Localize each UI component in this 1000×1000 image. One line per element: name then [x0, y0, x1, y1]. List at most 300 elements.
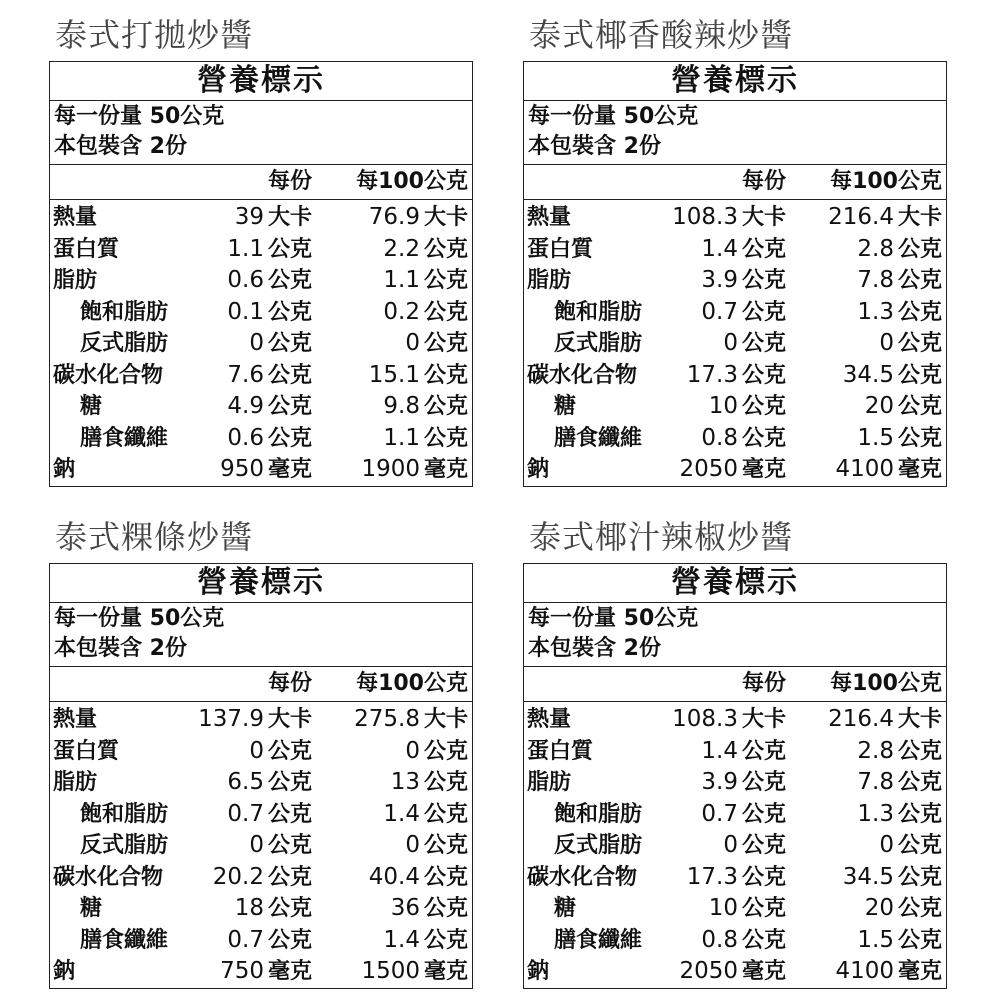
per-serving-amount: 0	[723, 832, 738, 858]
nutrient-name: 脂肪	[53, 268, 98, 293]
nutrient-row	[50, 391, 472, 423]
per-100g-amount: 2.8	[857, 737, 894, 764]
nutrient-row	[524, 862, 946, 894]
per-serving-unit: 毫克	[267, 959, 312, 984]
nutrient-name: 膳食纖維	[80, 927, 169, 953]
per-serving-amount: 4.9	[227, 393, 264, 419]
per-100g-amount: 40.4	[368, 863, 420, 890]
per-serving-value	[672, 704, 786, 736]
per-100g-value	[865, 893, 942, 925]
per-serving-unit: 公克	[741, 268, 786, 293]
nutrient-row	[50, 297, 472, 329]
per-100g-unit: 公克	[897, 236, 942, 262]
per-100g-value	[361, 454, 468, 486]
per-100g-amount: 4100	[835, 958, 894, 984]
nutrient-row	[524, 234, 946, 266]
per-serving-amount: 2050	[679, 456, 738, 482]
column-header-row	[524, 164, 946, 200]
per-100g-value	[843, 862, 942, 894]
per-serving-amount: 2050	[679, 958, 738, 984]
per-serving-value	[249, 830, 312, 862]
per-serving-amount: 0.1	[227, 298, 264, 325]
per-serving-unit: 大卡	[741, 205, 786, 230]
per-serving-amount: 20.2	[212, 863, 264, 890]
per-serving-value	[701, 297, 786, 329]
per-serving-value	[701, 736, 786, 768]
per-100g-unit: 大卡	[897, 205, 942, 230]
per-100g-value	[857, 925, 942, 957]
nutrient-name: 鈉	[527, 457, 550, 482]
nutrient-name: 脂肪	[53, 770, 98, 795]
per-serving-value	[701, 925, 786, 957]
nutrient-rows	[524, 202, 946, 486]
nutrient-name: 膳食纖維	[80, 425, 169, 451]
per-100g-amount: 7.8	[857, 769, 894, 795]
per-100g-value	[369, 862, 468, 894]
per-serving-amount: 108.3	[672, 706, 738, 732]
servings-per-pack: 本包裝含 2份	[528, 134, 661, 159]
per-100g-unit: 毫克	[423, 959, 468, 984]
per-serving-value	[709, 391, 786, 423]
per-100g-value	[857, 423, 942, 455]
per-serving-value	[198, 704, 312, 736]
per-100g-amount: 0	[405, 737, 420, 764]
nutrient-name: 蛋白質	[53, 738, 120, 764]
per-serving-unit: 毫克	[741, 959, 786, 984]
per-serving-unit: 公克	[741, 331, 786, 356]
per-100g-unit: 公克	[423, 268, 468, 293]
nutrient-name: 蛋白質	[53, 236, 120, 262]
per-serving-amount: 137.9	[198, 706, 264, 732]
per-serving-amount: 0.8	[701, 926, 738, 953]
per-100g-unit: 毫克	[423, 457, 468, 482]
per-serving-unit: 公克	[741, 801, 786, 827]
per-serving-unit: 公克	[267, 394, 312, 419]
nutrient-row	[50, 799, 472, 831]
per-serving-unit: 公克	[741, 833, 786, 858]
per-100g-amount: 1.3	[857, 298, 894, 325]
nutrient-row	[524, 956, 946, 988]
column-per-100g: 每100公克	[830, 169, 942, 194]
per-100g-unit: 公克	[897, 833, 942, 858]
nutrient-row	[50, 328, 472, 360]
per-serving-amount: 17.3	[686, 361, 738, 388]
per-100g-amount: 20	[864, 393, 894, 419]
nutrient-row	[50, 925, 472, 957]
nutrient-name: 鈉	[53, 959, 76, 984]
nutrient-name: 碳水化合物	[527, 362, 638, 388]
nutrient-row	[524, 202, 946, 234]
per-100g-value	[405, 328, 468, 360]
per-100g-value	[354, 704, 468, 736]
per-100g-value	[857, 297, 942, 329]
per-serving-value	[701, 265, 786, 297]
per-100g-unit: 公克	[423, 331, 468, 356]
nutrient-name: 脂肪	[527, 770, 572, 795]
per-serving-value	[679, 956, 786, 988]
per-serving-amount: 10	[708, 393, 738, 419]
per-serving-amount: 0.7	[701, 298, 738, 325]
per-100g-amount: 1500	[361, 958, 420, 984]
per-100g-unit: 大卡	[423, 205, 468, 230]
per-serving-amount: 0	[723, 330, 738, 356]
servings-per-pack: 本包裝含 2份	[54, 636, 187, 661]
per-serving-unit: 公克	[267, 833, 312, 858]
nutrient-row	[50, 767, 472, 799]
nutrient-name: 碳水化合物	[53, 864, 164, 890]
per-serving-value	[227, 234, 312, 266]
column-per-100g: 每100公克	[356, 671, 468, 696]
column-per-100g: 每100公克	[830, 671, 942, 696]
per-100g-amount: 1.4	[383, 926, 420, 953]
per-100g-unit: 公克	[423, 864, 468, 890]
per-serving-value	[235, 202, 312, 234]
per-serving-value	[227, 767, 312, 799]
per-serving-unit: 公克	[267, 801, 312, 827]
per-100g-value	[369, 202, 468, 234]
nutrient-name: 碳水化合物	[53, 362, 164, 388]
per-serving-unit: 毫克	[267, 457, 312, 482]
per-serving-value	[227, 297, 312, 329]
nutrient-name: 反式脂肪	[80, 833, 169, 858]
nutrient-name: 蛋白質	[527, 236, 594, 262]
per-serving-amount: 0.7	[227, 926, 264, 953]
nutrient-row	[50, 830, 472, 862]
nutrient-name: 脂肪	[527, 268, 572, 293]
nutrient-row	[524, 360, 946, 392]
per-100g-value	[383, 799, 468, 831]
nutrient-row	[524, 423, 946, 455]
per-100g-value	[843, 360, 942, 392]
nutrient-rows	[524, 704, 946, 988]
per-serving-unit: 公克	[741, 394, 786, 419]
per-serving-unit: 公克	[267, 236, 312, 262]
per-serving-amount: 1.1	[227, 235, 264, 262]
per-serving-amount: 6.5	[227, 769, 264, 795]
per-100g-amount: 20	[864, 895, 894, 921]
per-100g-amount: 34.5	[842, 361, 894, 388]
nutrient-name: 熱量	[53, 707, 98, 732]
per-serving-value	[220, 454, 312, 486]
per-serving-value	[701, 767, 786, 799]
nutrient-name: 熱量	[527, 205, 572, 230]
per-100g-unit: 毫克	[897, 457, 942, 482]
per-100g-amount: 1.3	[857, 800, 894, 827]
nutrient-row	[524, 454, 946, 486]
per-100g-value	[865, 391, 942, 423]
nutrition-label	[49, 61, 473, 487]
per-serving-value	[701, 234, 786, 266]
per-serving-unit: 公克	[267, 738, 312, 764]
per-serving-amount: 0.8	[701, 424, 738, 451]
product-title: 泰式椰汁辣椒炒醬	[529, 518, 794, 556]
column-per-serving: 每份	[741, 671, 786, 696]
nutrient-name: 飽和脂肪	[554, 299, 643, 325]
per-serving-unit: 公克	[741, 236, 786, 262]
per-serving-unit: 公克	[741, 299, 786, 325]
per-100g-amount: 1.5	[857, 926, 894, 953]
per-serving-unit: 公克	[741, 738, 786, 764]
nutrition-label	[523, 563, 947, 989]
per-serving-amount: 0	[249, 737, 264, 764]
per-serving-amount: 1.4	[701, 235, 738, 262]
servings-per-pack: 本包裝含 2份	[528, 636, 661, 661]
per-serving-amount: 0.6	[227, 267, 264, 293]
nutrient-name: 鈉	[527, 959, 550, 984]
nutrient-name: 糖	[80, 896, 103, 921]
per-100g-value	[383, 265, 468, 297]
per-100g-amount: 34.5	[842, 863, 894, 890]
per-100g-unit: 公克	[897, 801, 942, 827]
label-heading: 營養標示	[50, 564, 472, 603]
per-serving-unit: 大卡	[267, 205, 312, 230]
per-100g-amount: 1.5	[857, 424, 894, 451]
nutrient-row	[524, 893, 946, 925]
per-100g-amount: 76.9	[368, 204, 420, 230]
nutrient-row	[524, 391, 946, 423]
per-serving-amount: 18	[234, 895, 264, 921]
per-100g-unit: 公克	[897, 927, 942, 953]
per-serving-amount: 10	[708, 895, 738, 921]
per-serving-value	[227, 265, 312, 297]
nutrient-row	[50, 862, 472, 894]
column-per-serving: 每份	[267, 169, 312, 194]
per-serving-value	[235, 893, 312, 925]
per-100g-value	[383, 234, 468, 266]
per-serving-unit: 公克	[267, 864, 312, 890]
per-100g-amount: 36	[390, 895, 420, 921]
per-serving-unit: 公克	[741, 425, 786, 451]
nutrient-name: 糖	[554, 394, 577, 419]
per-serving-value	[227, 925, 312, 957]
per-serving-value	[220, 956, 312, 988]
per-100g-amount: 0.2	[383, 298, 420, 325]
per-serving-value	[213, 862, 312, 894]
per-serving-value	[723, 830, 786, 862]
per-100g-unit: 大卡	[423, 707, 468, 732]
per-100g-unit: 公克	[423, 425, 468, 451]
per-100g-unit: 公克	[897, 864, 942, 890]
nutrient-name: 碳水化合物	[527, 864, 638, 890]
per-serving-amount: 0.7	[227, 800, 264, 827]
per-100g-unit: 公克	[897, 362, 942, 388]
column-per-serving: 每份	[267, 671, 312, 696]
nutrient-row	[50, 265, 472, 297]
per-100g-amount: 9.8	[383, 393, 420, 419]
nutrient-name: 飽和脂肪	[554, 801, 643, 827]
per-100g-value	[879, 830, 942, 862]
per-100g-unit: 公克	[897, 331, 942, 356]
nutrient-name: 反式脂肪	[554, 833, 643, 858]
per-100g-unit: 公克	[423, 896, 468, 921]
per-100g-unit: 公克	[423, 236, 468, 262]
nutrition-label	[523, 61, 947, 487]
per-serving-value	[249, 328, 312, 360]
nutrient-rows	[50, 202, 472, 486]
per-100g-value	[857, 265, 942, 297]
per-100g-unit: 公克	[897, 394, 942, 419]
per-serving-value	[701, 423, 786, 455]
per-100g-amount: 0	[879, 330, 894, 356]
per-100g-amount: 1.1	[383, 267, 420, 293]
nutrient-row	[524, 736, 946, 768]
nutrient-row	[50, 736, 472, 768]
per-serving-unit: 公克	[741, 864, 786, 890]
per-serving-value	[687, 862, 786, 894]
per-serving-value	[672, 202, 786, 234]
per-serving-amount: 3.9	[701, 769, 738, 795]
per-100g-unit: 公克	[423, 833, 468, 858]
per-100g-amount: 216.4	[828, 706, 894, 732]
per-serving-value	[249, 736, 312, 768]
per-100g-amount: 4100	[835, 456, 894, 482]
label-heading: 營養標示	[524, 564, 946, 603]
per-serving-value	[227, 799, 312, 831]
label-heading: 營養標示	[524, 62, 946, 101]
nutrient-row	[50, 360, 472, 392]
nutrient-row	[524, 328, 946, 360]
per-serving-value	[227, 391, 312, 423]
per-100g-value	[391, 767, 468, 799]
per-100g-unit: 公克	[423, 927, 468, 953]
serving-size: 每一份量 50公克	[528, 104, 699, 129]
per-serving-value	[723, 328, 786, 360]
per-100g-amount: 15.1	[368, 361, 420, 388]
per-100g-unit: 公克	[897, 738, 942, 764]
per-100g-value	[835, 454, 942, 486]
per-100g-unit: 公克	[423, 299, 468, 325]
per-100g-amount: 1.1	[383, 424, 420, 451]
per-serving-amount: 1.4	[701, 737, 738, 764]
nutrient-name: 鈉	[53, 457, 76, 482]
product-title: 泰式粿條炒醬	[55, 518, 254, 556]
nutrient-row	[50, 704, 472, 736]
column-header-row	[50, 666, 472, 702]
nutrient-row	[50, 423, 472, 455]
per-100g-value	[383, 391, 468, 423]
per-100g-value	[879, 328, 942, 360]
label-heading: 營養標示	[50, 62, 472, 101]
nutrient-name: 糖	[80, 394, 103, 419]
column-per-100g: 每100公克	[356, 169, 468, 194]
per-100g-amount: 2.2	[383, 235, 420, 262]
per-100g-unit: 毫克	[897, 959, 942, 984]
per-100g-unit: 公克	[897, 770, 942, 795]
per-serving-unit: 公克	[267, 896, 312, 921]
per-100g-amount: 216.4	[828, 204, 894, 230]
per-serving-value	[701, 799, 786, 831]
per-100g-unit: 大卡	[897, 707, 942, 732]
nutrient-name: 反式脂肪	[554, 331, 643, 356]
product-title: 泰式打拋炒醬	[55, 16, 254, 54]
per-serving-amount: 750	[220, 958, 264, 984]
per-serving-unit: 大卡	[741, 707, 786, 732]
per-100g-value	[835, 956, 942, 988]
servings-per-pack: 本包裝含 2份	[54, 134, 187, 159]
per-100g-unit: 公克	[897, 425, 942, 451]
nutrient-row	[524, 830, 946, 862]
per-serving-unit: 公克	[267, 331, 312, 356]
per-100g-unit: 公克	[423, 738, 468, 764]
per-100g-value	[369, 360, 468, 392]
column-per-serving: 每份	[741, 169, 786, 194]
column-header-row	[50, 164, 472, 200]
per-100g-unit: 公克	[897, 299, 942, 325]
per-100g-value	[857, 799, 942, 831]
per-100g-unit: 公克	[423, 770, 468, 795]
per-serving-unit: 公克	[267, 927, 312, 953]
per-100g-unit: 公克	[423, 801, 468, 827]
nutrient-name: 膳食纖維	[554, 927, 643, 953]
per-serving-unit: 公克	[267, 770, 312, 795]
per-100g-amount: 1.4	[383, 800, 420, 827]
per-100g-amount: 7.8	[857, 267, 894, 293]
nutrient-name: 飽和脂肪	[80, 801, 169, 827]
per-100g-value	[828, 704, 942, 736]
per-serving-unit: 公克	[741, 927, 786, 953]
per-100g-value	[857, 767, 942, 799]
per-serving-unit: 公克	[267, 425, 312, 451]
product-title: 泰式椰香酸辣炒醬	[529, 16, 794, 54]
per-serving-unit: 公克	[741, 770, 786, 795]
per-serving-amount: 0	[249, 330, 264, 356]
per-100g-unit: 公克	[423, 362, 468, 388]
nutrient-row	[524, 767, 946, 799]
per-100g-value	[383, 925, 468, 957]
nutrient-row	[50, 956, 472, 988]
per-serving-amount: 950	[220, 456, 264, 482]
per-serving-unit: 公克	[741, 896, 786, 921]
per-100g-unit: 公克	[423, 394, 468, 419]
nutrient-name: 糖	[554, 896, 577, 921]
column-header-row	[524, 666, 946, 702]
per-serving-unit: 公克	[267, 268, 312, 293]
per-100g-amount: 275.8	[354, 706, 420, 732]
per-serving-amount: 39	[234, 204, 264, 230]
nutrient-name: 膳食纖維	[554, 425, 643, 451]
nutrition-label	[49, 563, 473, 989]
per-100g-amount: 0	[879, 832, 894, 858]
per-100g-value	[391, 893, 468, 925]
per-serving-amount: 0.7	[701, 800, 738, 827]
per-100g-value	[857, 736, 942, 768]
nutrient-name: 熱量	[527, 707, 572, 732]
per-100g-value	[405, 736, 468, 768]
per-serving-value	[227, 360, 312, 392]
per-100g-amount: 1900	[361, 456, 420, 482]
per-100g-value	[857, 234, 942, 266]
nutrient-row	[50, 234, 472, 266]
nutrient-name: 飽和脂肪	[80, 299, 169, 325]
per-serving-unit: 公克	[267, 299, 312, 325]
per-serving-amount: 0.6	[227, 424, 264, 451]
per-serving-value	[227, 423, 312, 455]
per-serving-amount: 108.3	[672, 204, 738, 230]
nutrient-row	[524, 799, 946, 831]
per-serving-unit: 毫克	[741, 457, 786, 482]
nutrient-row	[50, 202, 472, 234]
per-100g-amount: 0	[405, 330, 420, 356]
nutrient-name: 蛋白質	[527, 738, 594, 764]
per-100g-value	[383, 297, 468, 329]
nutrient-row	[524, 704, 946, 736]
nutrient-row	[524, 265, 946, 297]
per-100g-amount: 13	[390, 769, 420, 795]
per-100g-unit: 公克	[897, 896, 942, 921]
per-100g-value	[405, 830, 468, 862]
nutrient-row	[50, 893, 472, 925]
per-100g-unit: 公克	[897, 268, 942, 293]
